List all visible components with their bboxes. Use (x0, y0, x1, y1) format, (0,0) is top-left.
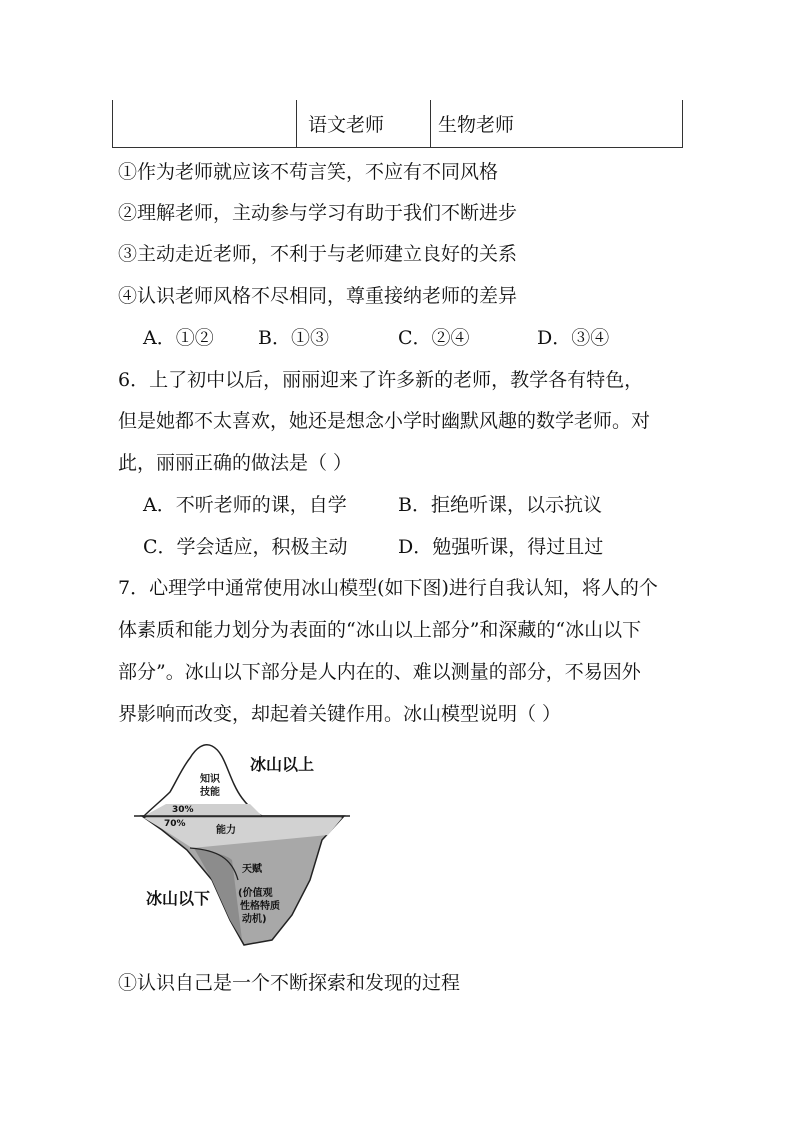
q6-option-a: A．不听老师的课，自学 (143, 494, 347, 516)
inner-label-motive: 动机) (242, 914, 267, 925)
q6-text: 此，丽丽正确的做法是（ ） (118, 452, 353, 474)
inner-label-values: (价值观 (238, 888, 273, 899)
skills-label: 技能 (200, 787, 220, 798)
above-water-label: 冰山以上 (250, 755, 315, 774)
q6-text: 6．上了初中以后，丽丽迎来了许多新的老师，教学各有特色， (118, 369, 644, 391)
table-border (296, 100, 297, 148)
q7-text: 7．心理学中通常使用冰山模型(如下图)进行自我认知，将人的个 (118, 577, 658, 599)
q7-text: 界影响而改变，却起着关键作用。冰山模型说明（ ） (118, 703, 562, 725)
table-border (112, 147, 683, 148)
table-border (112, 100, 113, 148)
ability-label: 能力 (216, 825, 236, 836)
iceberg-figure (132, 740, 352, 955)
teacher-table (112, 100, 683, 148)
table-cell-biology-teacher: 生物老师 (438, 114, 515, 136)
pct-top-label: 30% (172, 805, 194, 815)
q5-statement: ②理解老师，主动参与学习有助于我们不断进步 (118, 202, 518, 224)
q7-statement: ①认识自己是一个不断探索和发现的过程 (118, 972, 461, 994)
q7-text: 部分”。冰山以下部分是人内在的、难以测量的部分，不易因外 (118, 661, 641, 683)
q5-statement: ④认识老师风格不尽相同，尊重接纳老师的差异 (118, 285, 518, 307)
q6-option-b: B．拒绝听课，以示抗议 (398, 494, 602, 516)
q5-option-c: C．②④ (398, 327, 470, 349)
pct-bottom-label: 70% (164, 819, 186, 829)
table-border (682, 100, 683, 148)
q5-option-d: D．③④ (537, 327, 610, 349)
knowledge-label: 知识 (200, 774, 220, 785)
q6-option-c: C．学会适应，积极主动 (143, 536, 348, 558)
q6-text: 但是她都不太喜欢，她还是想念小学时幽默风趣的数学老师。对 (118, 410, 651, 432)
q5-statement: ③主动走近老师，不利于与老师建立良好的关系 (118, 243, 518, 265)
q5-statement: ①作为老师就应该不苟言笑，不应有不同风格 (118, 161, 499, 183)
q5-option-a: A．①② (143, 327, 214, 349)
q7-text: 体素质和能力划分为表面的“冰山以上部分”和深藏的“冰山以下 (118, 619, 642, 641)
below-water-label: 冰山以下 (146, 889, 211, 908)
table-border (430, 100, 431, 148)
q5-option-b: B．①③ (258, 327, 329, 349)
talent-label: 天赋 (242, 864, 262, 875)
table-cell-chinese-teacher: 语文老师 (308, 114, 385, 136)
inner-label-traits: 性格特质 (240, 901, 280, 912)
q6-option-d: D．勉强听课，得过且过 (398, 536, 604, 558)
